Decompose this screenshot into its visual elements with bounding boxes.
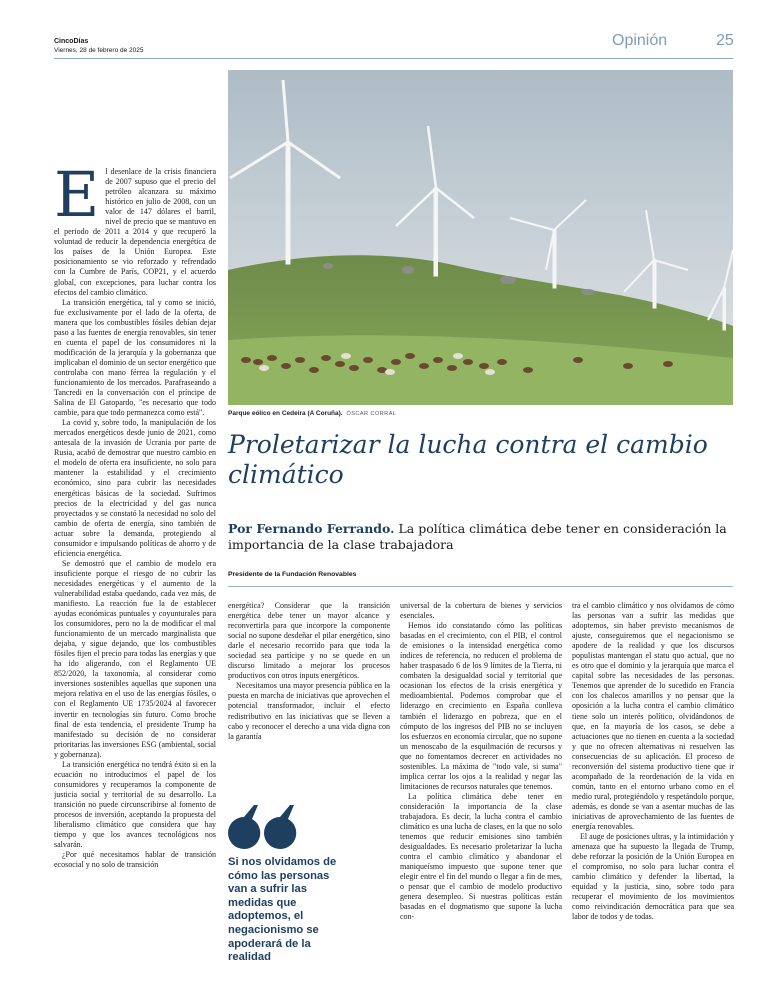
paragraph: energética? Considerar que la transición energética debe tener un mayor alcance y reconvertirla para que incorpore la componente social no supone desdeñar el pilar energético, sino darle el necesario recorrido para que toda la sociedad sea partícipe y no se quede en un discurso limitado a mejorar los procesos productivos con otros inputs energéticos. <box>228 601 390 681</box>
quote-mark-icon <box>228 805 298 853</box>
paragraph: La política climática debe tener en consideración la importancia de la clase trabajadora. Es decir, la lucha contra el cambio climático es una lucha de clases, en la que no solo tenemos que reducir emisiones sino también desigualdades. Es necesario proletarizar la lucha contra el cambio climático y abandonar el maniqueísmo impuesto que supone tener que elegir entre el fin del mundo o llegar a fin de mes, o pensar que el cambio de modelo productivo genera desempleo. Si nuestras políticas están basadas en el dogmatismo que supone la lucha con- <box>400 791 562 922</box>
paragraph: universal de la cobertura de bienes y servicios esenciales. <box>400 601 562 621</box>
paragraph: l desenlace de la crisis financiera de 2007 supuso que el precio del petróleo alcanzara su máximo histórico en julio de 2008, con un valor de 147 dólares el barril, nivel de precio que se mantuvo en el periodo de 2011 a 2014 y que recuperó la voluntad de reducir la dependencia energética de los países de la Unión Europea. Este posicionamiento se vio reforzado y refrendado con la Cumbre de París, COP21, y el acuerdo global, con excepciones, para luchar contra los efectos del cambio climático. <box>54 167 216 297</box>
author-role: Presidente de la Fundación Renovables <box>228 571 357 578</box>
paragraph: Se demostró que el cambio de modelo era insuficiente porque el riesgo de no cubrir las necesidades energéticas y el aumento de la vulnerabilidad estaba quedando, cada vez más, de manifiesto. La reacción fue la de establecer ayudas económicas puntuales y coyunturales para los consumidores, pero no la de modificar el mal funcionamiento de un mercado marginalista que dejaba, y sigue dejando, que los combustibles fósiles fijen el precio para todas las energías y que ha ido aligerando, con el Reglamento UE 852/2020, la taxonomía, al considerar como inversiones sostenibles aquellas que suponen una mejora relativa en el uso de las energías fósiles, o con el Reglamento UE 1735/2024 al favorecer invertir en tecnologías sin futuro. Como broche final de esta tendencia, el presidente Trump ha manifestado su decisión de no considerar prioritarias las inversiones ESG (ambiental, social y gobernanza). <box>54 558 216 759</box>
paragraph: Necesitamos una mayor presencia pública en la puesta en marcha de iniciativas que aprovechen el potencial transformador, incluir el efecto redistributivo en las iniciativas que se lleven a cabo y reconocer el derecho a una vida digna con la garantía <box>228 681 390 741</box>
article-column-1 <box>54 167 216 964</box>
paragraph: ¿Por qué necesitamos hablar de transición ecosocial y no solo de transición <box>54 850 216 870</box>
section-title: Opinión <box>612 32 668 49</box>
brand-name: CincoDías <box>54 38 89 45</box>
header-rule <box>54 58 733 59</box>
standfirst: La política climática debe tener en consideración la importancia de la clase trabajadora <box>228 521 727 552</box>
page-number: 25 <box>716 32 734 49</box>
pull-quote: Si nos olvidamos de cómo las personas van a sufrir las medidas que adoptemos, el negacionismo se apoderará de la realidad <box>228 856 337 964</box>
masthead <box>54 37 144 55</box>
headline: Proletarizar la lucha contra el cambio climático <box>228 430 708 489</box>
byline <box>228 521 733 553</box>
author-name: Por Fernando Ferrando. <box>228 521 395 536</box>
article-column-2 <box>228 601 390 831</box>
article-column-4 <box>572 601 734 965</box>
paragraph: Hemos ido constatando cómo las políticas basadas en el crecimiento, con el PIB, el control de emisiones o la intensidad energética como índices de referencia, no reducen el problema de haber traspasado 6 de los 9 límites de la Tierra, ni combaten la desigualdad social y territorial que ocasionan los efectos de la crisis energética y medioambiental. Podemos comprobar que el liderazgo en crecimiento en España conlleva también el liderazgo en pobreza, que en el cómputo de los ingresos del PIB no se incluyen los esfuerzos en economía circular, que no supone un menoscabo de la esquilmación de recursos y que no fomentamos decrecer en actividades no sostenibles. La máxima de "todo vale, si suma" implica cerrar los ojos a la realidad y negar las limitaciones de recursos naturales que tenemos. <box>400 621 562 791</box>
wind-farm-photo <box>228 70 733 405</box>
issue-date: Viernes, 28 de febrero de 2025 <box>54 47 144 54</box>
paragraph: La covid y, sobre todo, la manipulación de los mercados energéticos desde junio de 2021, como antesala de la invasión de Ucrania por parte de Rusia, acabó de demostrar que nuestro cambio en el modelo de oferta era insuficiente, no solo para mantener la estabilidad y el crecimiento económico, sino para cubrir las necesidades energéticas básicas de la sociedad. Sufrimos precios de la electricidad y del gas nunca proyectados y se constató la necesidad no solo del cambio de oferta de energía, sino también de actuar sobre la demanda, protegiendo al consumidor e impulsando políticas de ahorro y de eficiencia energética. <box>54 418 216 558</box>
wind-farm-illustration <box>228 70 733 405</box>
article-column-3 <box>400 601 562 965</box>
photo-caption <box>228 410 396 417</box>
caption-text: Parque eólico en Cedeira (A Coruña). <box>228 410 343 417</box>
byline-rule <box>228 586 733 587</box>
paragraph: La transición energética no tendrá éxito si en la ecuación no introducimos el papel de los consumidores y recuperamos la componente de justicia social y territorial de su desarrollo. La transición no puede circunscribirse al fomento de procesos de inversión, aceptando la propuesta del liberalismo climático que considera que hay tiempo y que los avances tecnológicos nos salvarán. <box>54 759 216 850</box>
paragraph: tra el cambio climático y nos olvidamos de cómo las personas van a sufrir las medidas que adoptemos, sin haber previsto mecanismos de ajuste, conseguiremos que el negacionismo se apodere de la realidad y que los discursos populistas mantengan el statu quo actual, que no es otro que el dominio y la jerarquía que marca el capital sobre las necesidades de las personas. Tenemos que aprender de lo sucedido en Francia con los chalecos amarillos y no pensar que la oposición a la lucha contra el cambio climático tiene solo un interés político, olvidándonos de que, en la mayoría de los casos, se debe a actuaciones que no tienen en cuenta a la sociedad y que no ofrecen alternativas ni resuelven las consecuencias de su aplicación. El proceso de reconversión del sistema productivo tiene que ir acompañado de la reordenación de la vida en común, tanto en el entorno urbano como en el medio rural, protegiéndolo y respetándolo porque, además, es donde se van a asentar muchas de las iniciativas de aprovechamiento de las fuentes de energía renovables. <box>572 601 734 832</box>
drop-cap: E <box>54 167 100 231</box>
paragraph: El auge de posiciones ultras, y la intimidación y amenaza que ha supuesto la llegada de Trump, debe reforzar la posición de la Unión Europea en el compromiso, no solo para luchar contra el cambio climático y defender la libertad, la equidad y la justicia, sino, sobre todo para recuperar el movimiento de los movimientos como reivindicación democrática para que sea labor de todos y de todas. <box>572 832 734 922</box>
paragraph: La transición energética, tal y como se inició, fue exclusivamente por el lado de la oferta, de manera que los combustibles fósiles debían dejar paso a las fuentes de energía renovables, sin tener en cuenta el papel de los consumidores ni la modificación de la jerarquía y la gobernanza que implicaban el dominio de un sector energético que controlaba con mano férrea la regulación y el funcionamiento de los mercados. Parafraseando a Tancredi en la conversación con el príncipe de Salina de El Gatopardo, "es necesario que todo cambie, para que todo permanezca como está". <box>54 297 216 418</box>
photo-credit: ÓSCAR CORRAL <box>346 411 397 417</box>
